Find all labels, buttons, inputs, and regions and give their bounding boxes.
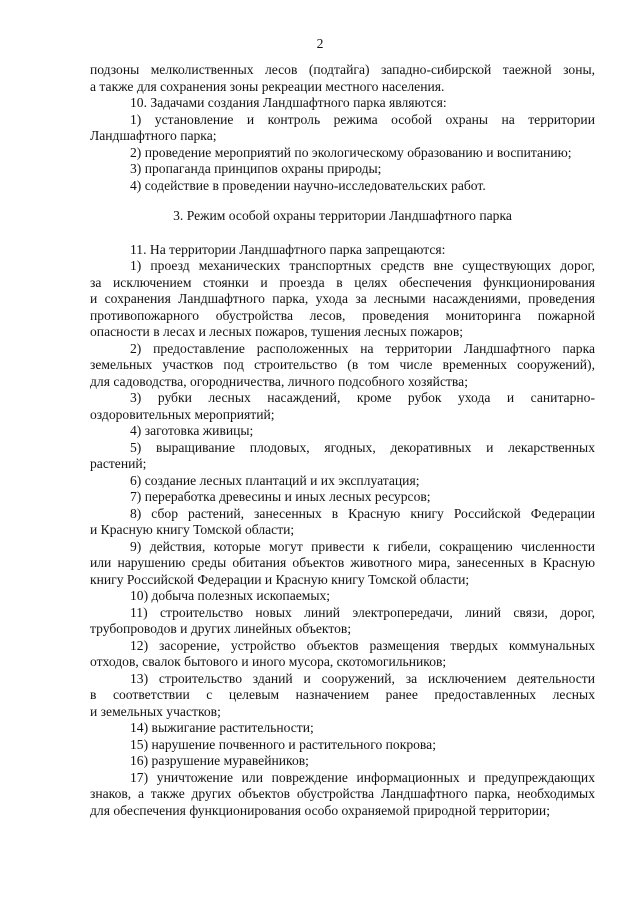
paragraph [90,539,595,589]
text-line: 16) разрушение муравейников; [130,753,309,768]
text-line: 10) добыча полезных ископаемых; [130,588,331,603]
paragraph [90,161,595,178]
text-line: противопожарного обустройства лесов, проведения мониторинга пожарной [90,307,595,323]
text-line: отходов, свалок бытового и иного мусора, скотомогильников; [90,654,447,669]
text-line: 1) проезд механических транспортных средств вне существующих дорог, [130,258,595,273]
text-line: для садоводства, огородничества, личного подсобного хозяйства; [90,373,468,389]
paragraph [90,95,595,112]
paragraph [90,720,595,737]
paragraph [90,423,595,440]
paragraph [90,588,595,605]
text-line: 15) нарушение почвенного и растительного покрова; [130,736,436,752]
text-line: в соответствии с целевым назначением ранее предоставленных лесных [90,687,595,702]
paragraph [90,605,595,638]
text-line: 3) пропаганда принципов охраны природы; [130,161,382,176]
paragraph [90,753,595,770]
document-body [90,62,595,819]
text-line: 8) сбор растений, занесенных в Красную книгу Российской Федерации [130,505,595,521]
text-line: и Красную книгу Томской области; [90,522,295,537]
paragraph [90,489,595,506]
text-line: 13) строительство зданий и сооружений, за исключением деятельности [130,670,595,686]
text-line: оздоровительных мероприятий; [90,406,275,422]
text-line: а также для сохранения зоны рекреации местного населения. [90,78,445,94]
text-line: книгу Российской Федерации и Красную книгу Томской области; [90,571,470,587]
text-line: 14) выжигание растительности; [130,720,314,735]
paragraph [90,341,595,391]
text-line: 1) установление и контроль режима особой охраны на территории [130,111,595,127]
text-line: и земельных участков; [90,703,221,719]
text-line: 10. Задачами создания Ландшафтного парка являются: [130,95,447,110]
paragraph [90,390,595,423]
text-line: 2) предоставление расположенных на территории Ландшафтного парка [130,340,595,356]
text-line: 4) содействие в проведении научно-исследовательских работ. [130,177,486,193]
text-line: 17) уничтожение или повреждение информационных и предупреждающих [130,769,595,785]
paragraph [90,638,595,671]
text-line: 2) проведение мероприятий по экологическому образованию и воспитанию; [130,144,572,160]
paragraph [90,112,595,145]
paragraph [90,473,595,490]
paragraph [90,145,595,162]
text-line: для обеспечения функционирования особо охраняемой природной территории; [90,802,550,818]
text-line: 5) выращивание плодовых, ягодных, декоративных и лекарственных [130,439,595,455]
text-line: 6) создание лесных плантаций и их эксплуатация; [130,472,420,488]
text-line: 9) действия, которые могут привести к гибели, сокращению численности [130,538,595,554]
text-line: 4) заготовка живицы; [130,423,254,438]
paragraph [90,178,595,195]
text-line: трубопроводов и других линейных объектов; [90,621,352,636]
paragraph [90,770,595,820]
spacer [90,194,595,208]
text-line: 12) засорение, устройство объектов размещения твердых коммунальных [130,637,595,653]
text-line: 11. На территории Ландшафтного парка запрещаются: [130,241,446,257]
section-heading: 3. Режим особой охраны территории Ландшафтного парка [173,208,512,223]
paragraph [90,242,595,259]
paragraph [90,506,595,539]
text-line: 3) рубки лесных насаждений, кроме рубок ухода и санитарно- [130,390,595,405]
text-line: 7) переработка древесины и иных лесных ресурсов; [130,489,431,504]
text-line: знаков, а также других объектов обустройства Ландшафтного парка, необходимых [90,786,595,801]
page-number: 2 [316,36,324,51]
paragraph [90,737,595,754]
text-line: опасности в лесах и лесных пожаров, тушения лесных пожаров; [90,324,464,339]
text-line: подзоны мелколиственных лесов (подтайга) западно-сибирской таежной зоны, [90,62,595,77]
paragraph [90,258,595,341]
text-line: и сохранения Ландшафтного парка, ухода за лесными насаждениями, проведения [90,291,595,306]
text-line: за исключением стоянки и проезда в целях обеспечения функционирования [90,274,595,290]
paragraph [90,62,595,95]
paragraph [90,440,595,473]
text-line: Ландшафтного парка; [90,128,217,143]
text-line: растений; [90,456,147,471]
text-line: или нарушению среды обитания объектов животного мира, занесенных в Красную [90,555,595,570]
text-line: земельных участков под строительство (в том числе временных сооружений), [90,357,595,372]
paragraph [90,671,595,721]
text-line: 11) строительство новых линий электропередачи, линий связи, дорог, [130,604,595,620]
spacer [90,225,595,242]
